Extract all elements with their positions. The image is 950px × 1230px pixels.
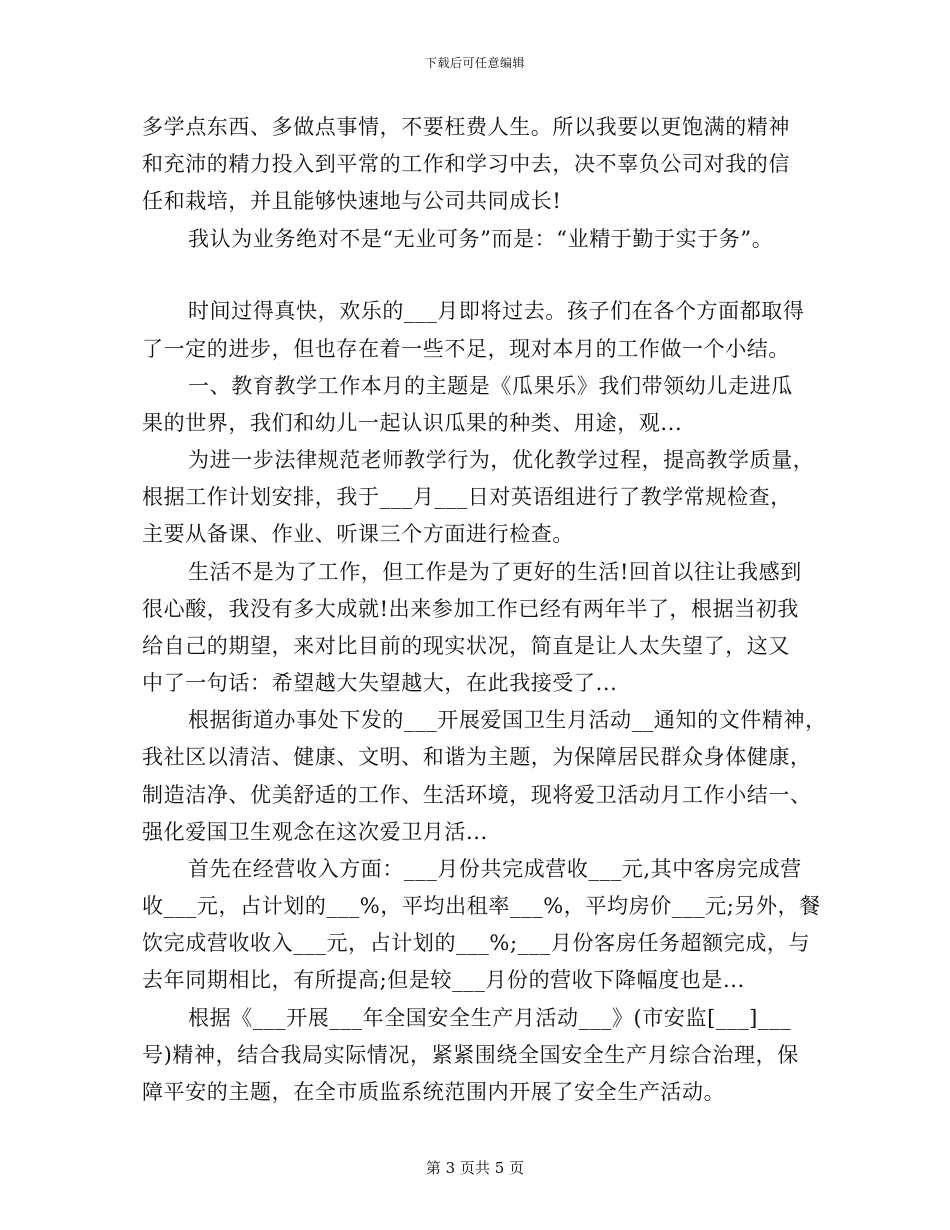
text-line: 给自己的期望，来对比目前的现实状况，简直是让人太失望了，这又 [142,634,790,658]
text-line: 首先在经营收入方面：___月份共完成营收___元,其中客房完成营 [188,857,802,881]
text-line: 收___元，占计划的___%，平均出租率___%，平均房价___元;另外，餐 [142,894,821,918]
text-line: 中了一句话：希望越大失望越大，在此我接受了... [142,671,618,695]
text-line: 很心酸，我没有多大成就!出来参加工作已经有两年半了，根据当初我 [142,597,800,621]
text-line: 障平安的主题，在全市质监系统范围内开展了安全生产活动。 [142,1080,726,1104]
text-line: 根据工作计划安排，我于___月___日对英语组进行了教学常规检查， [142,485,792,509]
text-line: 根据街道办事处下发的___开展爱国卫生月活动__通知的文件精神， [188,708,827,732]
text-line: 制造洁净、优美舒适的工作、生活环境，现将爱卫活动月工作小结一、 [142,783,812,807]
text-line: 多学点东西、多做点事情，不要枉费人生。所以我要以更饱满的精神 [142,115,790,139]
text-line: 强化爱国卫生观念在这次爱卫月活... [142,820,488,844]
text-line: 生活不是为了工作，但工作是为了更好的生活!回首以往让我感到 [188,560,802,584]
text-line: 为进一步法律规范老师教学行为，优化教学过程，提高教学质量， [188,448,815,472]
text-line: 去年同期相比，有所提高;但是较___月份的营收下降幅度也是... [142,968,745,992]
text-line: 饮完成营收收入___元，占计划的___%;___月份客房任务超额完成，与 [142,931,811,955]
text-line: 果的世界，我们和幼儿一起认识瓜果的种类、用途，观... [142,411,683,435]
text-line: 时间过得真快，欢乐的___月即将过去。孩子们在各个方面都取得 [188,299,805,323]
text-line: 号)精神，结合我局实际情况，紧紧围绕全国安全生产月综合治理，保 [142,1043,799,1067]
text-line: 我认为业务绝对不是“无业可务”而是：“业精于勤于实于务”。 [188,227,774,251]
text-line: 主要从备课、作业、听课三个方面进行检查。 [142,522,574,546]
text-line: 了一定的进步，但也存在着一些不足，现对本月的工作做一个小结。 [142,337,790,361]
page-footer: 第 3 页共 5 页 [425,1159,525,1177]
text-line: 一、教育教学工作本月的主题是《瓜果乐》我们带领幼儿走进瓜 [188,374,793,398]
text-line: 根据《___开展___年全国安全生产月活动___》(市安监[___]___ [188,1006,792,1030]
text-line: 我社区以清洁、健康、文明、和谐为主题，为保障居民群众身体健康， [142,745,812,769]
text-line: 任和栽培，并且能够快速地与公司共同成长! [142,189,562,213]
page-header: 下载后可任意编辑 [424,56,525,70]
text-line: 和充沛的精力投入到平常的工作和学习中去，决不辜负公司对我的信 [142,152,790,176]
